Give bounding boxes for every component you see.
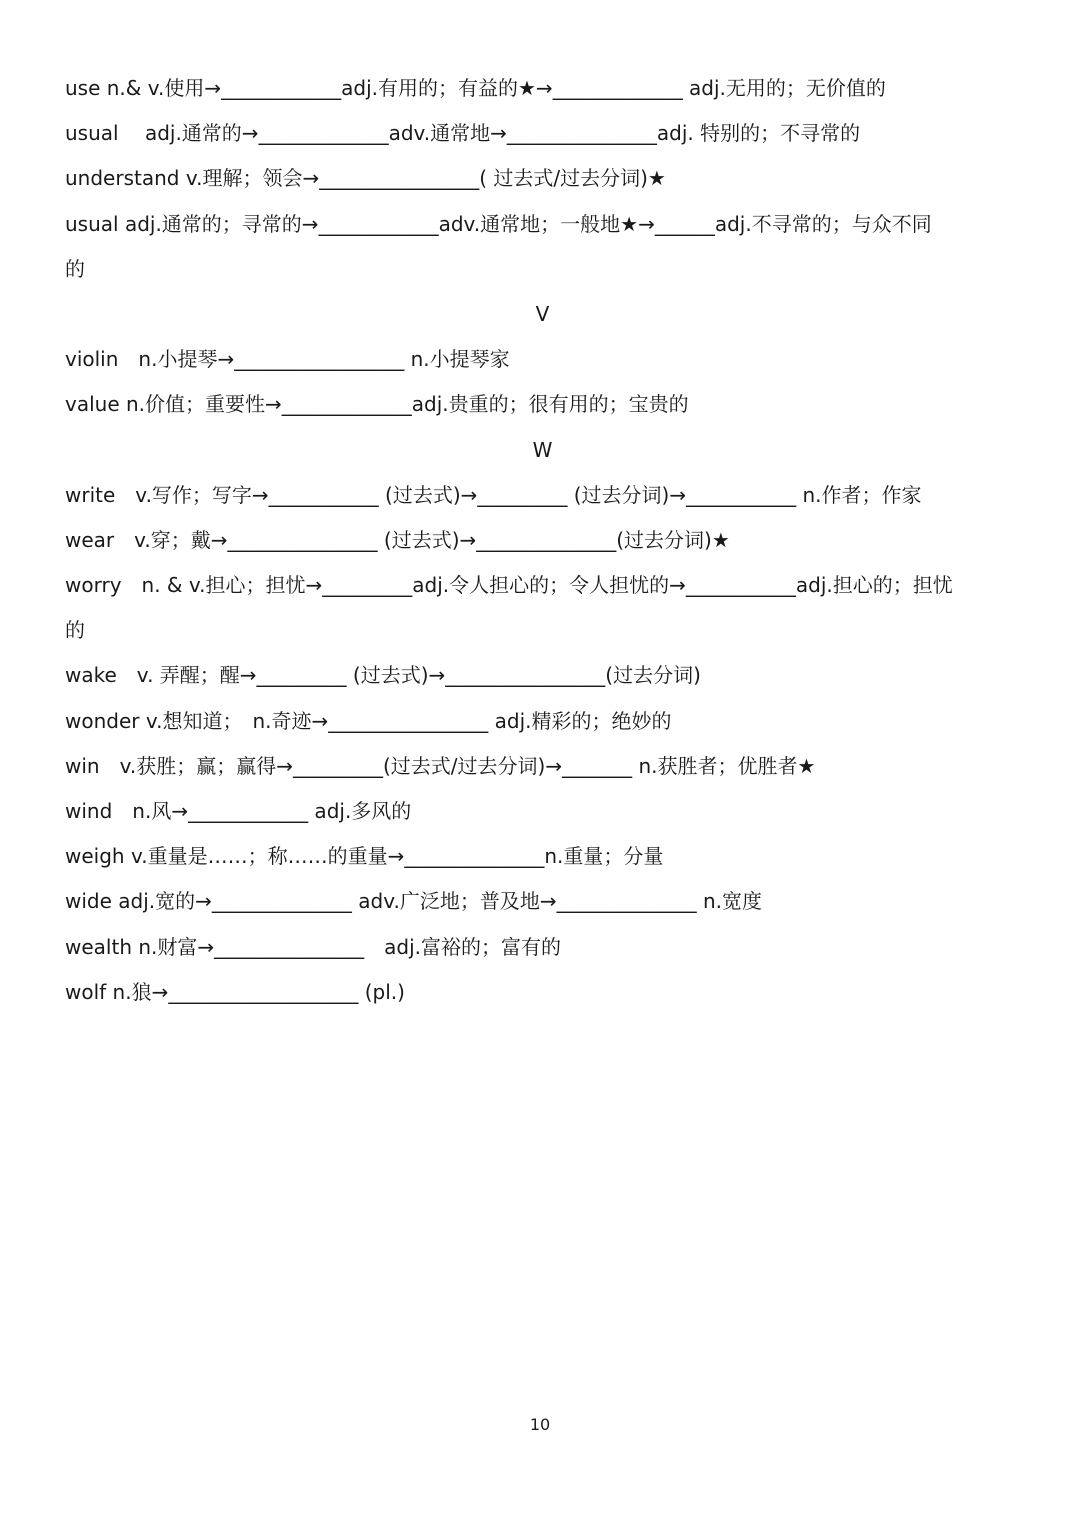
entry-violin: violin n.小提琴→_________________ n.小提琴家 [65,347,510,372]
entry-weigh: weigh v.重量是……；称……的重量→______________n.重量；分量 [65,844,664,869]
section-heading-v: V [535,301,550,326]
vocabulary-list [65,66,1020,1015]
entry-usual-2: usual adj.通常的；寻常的→____________adv.通常地；一般地★→______adj.不寻常的；与众不同 [65,211,932,236]
entry-usual-2-continued: 的 [65,256,85,281]
entry-wide: wide adj.宽的→______________ adv.广泛地；普及地→______________ n.宽度 [65,889,762,914]
entry-wake: wake v. 弄醒；醒→_________ (过去式)→________________(过去分词) [65,663,701,688]
page-number: 10 [529,1415,551,1434]
entry-use: use n.& v.使用→____________adj.有用的；有益的★→_____________ adj.无用的；无价值的 [65,76,886,100]
entry-worry: worry n. & v.担心；担忧→_________adj.令人担心的；令人担忧的→___________adj.担心的；担忧 [65,573,953,598]
entry-worry-continued: 的 [65,618,85,643]
entry-value: value n.价值；重要性→_____________adj.贵重的；很有用的；宝贵的 [65,392,689,417]
entry-wonder: wonder v.想知道； n.奇迹→________________ adj.精彩的；绝妙的 [65,708,672,733]
entry-wolf: wolf n.狼→___________________ (pl.) [65,979,405,1004]
entry-wind: wind n.风→____________ adj.多风的 [65,799,412,823]
section-heading-w: W [532,437,553,462]
entry-usual: usual adj.通常的→_____________adv.通常地→_______________adj. 特别的；不寻常的 [65,121,861,146]
entry-wealth: wealth n.财富→_______________ adj.富裕的；富有的 [65,934,562,959]
entry-win: win v.获胜；赢；赢得→_________(过去式/过去分词)→_______ n.获胜者；优胜者★ [65,753,816,778]
entry-write: write v.写作；写字→___________ (过去式)→_________ (过去分词)→___________ n.作者；作家 [65,482,922,507]
entry-wear: wear v.穿；戴→_______________ (过去式)→______________(过去分词)★ [65,527,730,552]
entry-understand: understand v.理解；领会→________________( 过去式/过去分词)★ [65,166,666,191]
